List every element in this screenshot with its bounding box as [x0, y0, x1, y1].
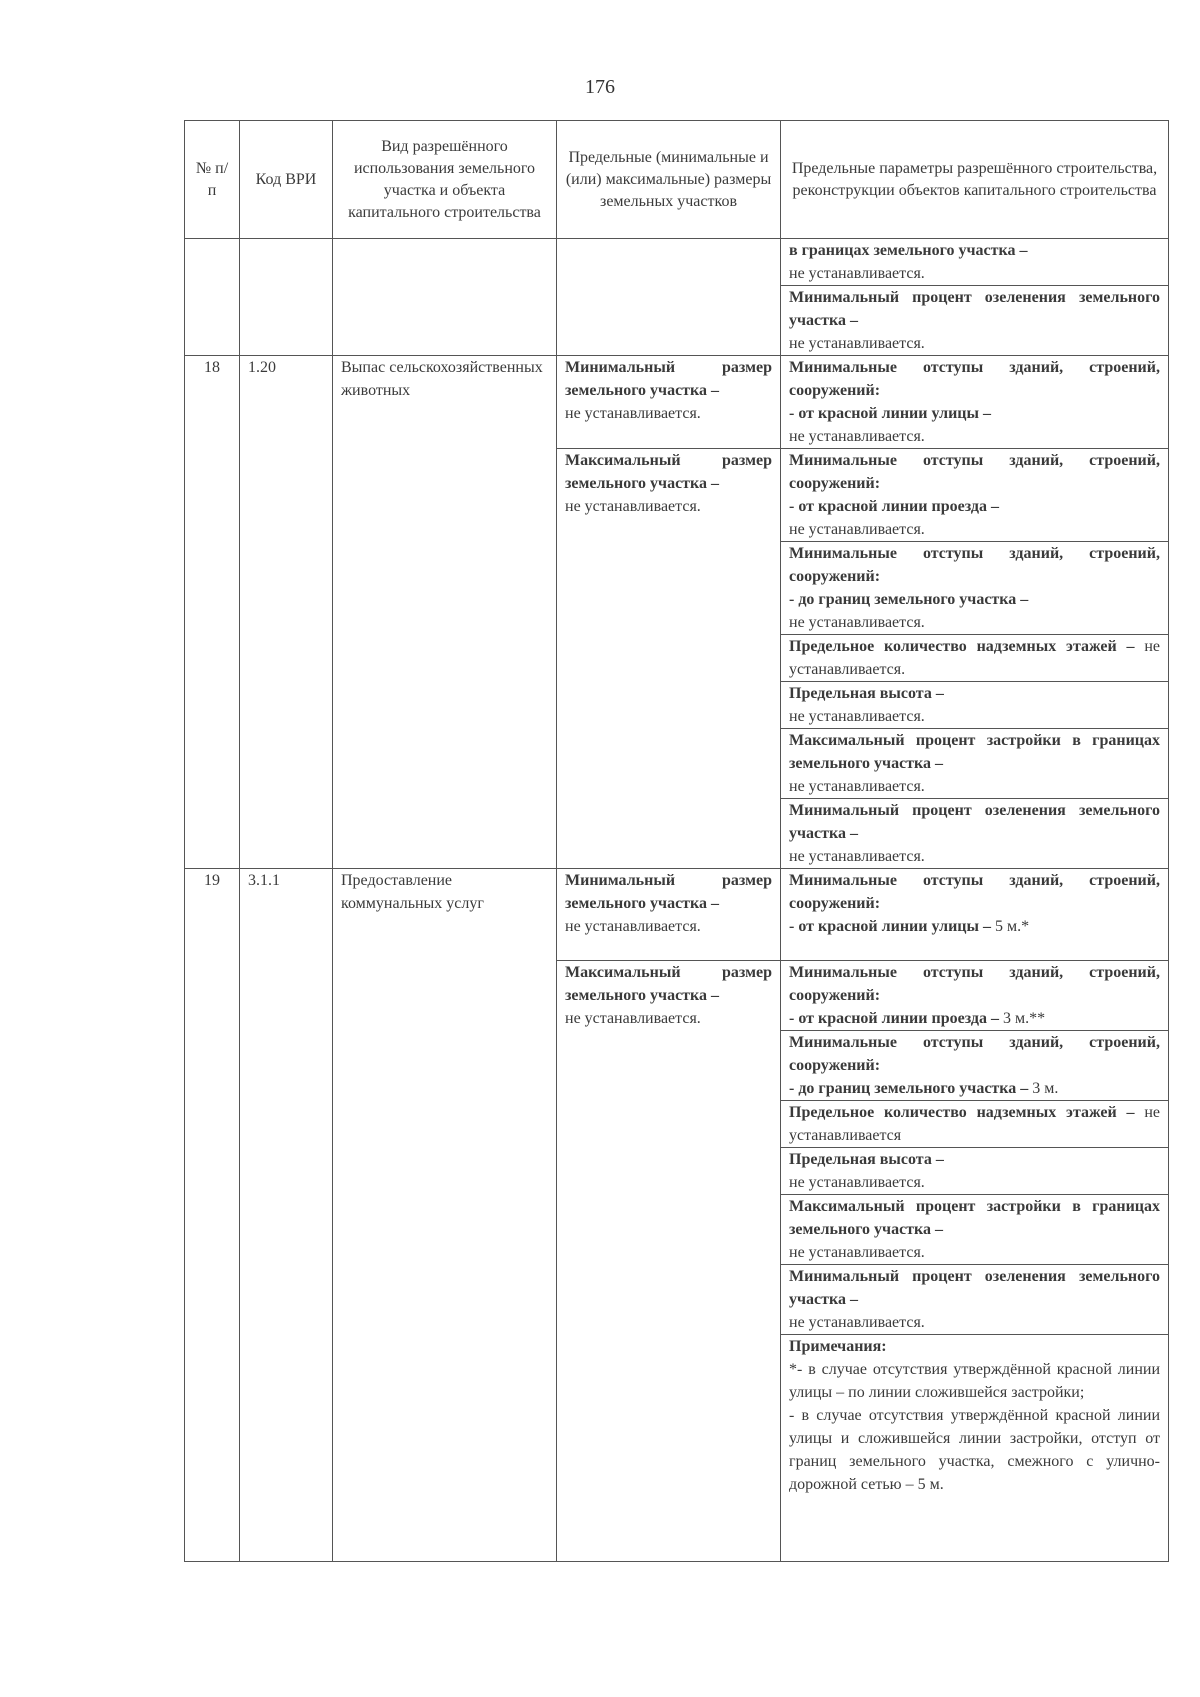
header-kind: Вид разрешённого использования земельного участка и объекта капитального строительства: [333, 121, 557, 239]
param-value: 3 м.**: [1002, 1010, 1046, 1027]
param-title: Минимальные отступы зданий, строений, сооружений:: [789, 1034, 1160, 1074]
min-size-value: не устанавливается.: [565, 405, 701, 422]
row-code: 3.1.1: [240, 869, 333, 1562]
param-cell: [781, 682, 1169, 729]
page-number: 176: [585, 76, 615, 98]
param-value: не устанавливается.: [789, 778, 925, 795]
param-value: не устанавливается.: [789, 638, 1161, 678]
param-title: Минимальные отступы зданий, строений, сооружений:: [789, 359, 1160, 399]
cont-sizes-cell: [557, 239, 781, 356]
param-subtitle: - до границ земельного участка –: [789, 591, 1029, 608]
max-size-cell: [557, 449, 781, 869]
param-title: Минимальные отступы зданий, строений, сооружений:: [789, 964, 1160, 1004]
param-title: Предельное количество надземных этажей –: [789, 1104, 1135, 1121]
header-code: Код ВРИ: [240, 121, 333, 239]
min-size-cell: [557, 356, 781, 449]
max-size-title: Максимальный размер земельного участка –: [565, 452, 772, 492]
param-value: не устанавливается.: [789, 428, 925, 445]
param-value: не устанавливается.: [789, 1244, 925, 1261]
param-cell: [781, 1101, 1169, 1148]
param-value: не устанавливается.: [789, 1314, 925, 1331]
param-cell: [781, 869, 1169, 961]
param-title: Максимальный процент застройки в границах земельного участка –: [789, 1198, 1160, 1238]
param-subtitle: - от красной линии улицы –: [789, 918, 991, 935]
min-size-title: Минимальный размер земельного участка –: [565, 359, 772, 399]
param-title: Минимальный процент озеленения земельного участка –: [789, 802, 1160, 842]
row-number: 19: [185, 869, 240, 1562]
param-cell: [781, 356, 1169, 449]
param-cell: [781, 635, 1169, 682]
param-subtitle: - от красной линии проезда –: [789, 1010, 999, 1027]
table-header-row: [185, 121, 1169, 239]
max-size-title: Максимальный размер земельного участка –: [565, 964, 772, 1004]
table-row: [185, 869, 1169, 961]
cont-code-cell: [240, 239, 333, 356]
param-value: не устанавливается: [789, 1104, 1161, 1144]
header-params: Предельные параметры разрешённого строительства, реконструкции объектов капитального строительства: [781, 121, 1169, 239]
row-kind: Выпас сельскохозяйственных животных: [333, 356, 557, 869]
cont-number-cell: [185, 239, 240, 356]
min-size-cell: [557, 869, 781, 961]
param-cell: [781, 961, 1169, 1031]
param-value: не устанавливается.: [789, 265, 925, 282]
param-cell: [781, 1031, 1169, 1101]
min-size-title: Минимальный размер земельного участка –: [565, 872, 772, 912]
param-title: в границах земельного участка –: [789, 242, 1028, 259]
param-title: Предельная высота –: [789, 685, 944, 702]
param-cell: [781, 239, 1169, 286]
header-sizes: Предельные (минимальные и (или) максимальные) размеры земельных участков: [557, 121, 781, 239]
param-value: не устанавливается.: [789, 848, 925, 865]
param-value: не устанавливается.: [789, 1174, 925, 1191]
param-cell: [781, 1265, 1169, 1335]
header-number: № п/п: [185, 121, 240, 239]
param-value: не устанавливается.: [789, 614, 925, 631]
param-cell: [781, 799, 1169, 869]
row-code: 1.20: [240, 356, 333, 869]
max-size-value: не устанавливается.: [565, 1010, 701, 1027]
max-size-cell: [557, 961, 781, 1562]
param-value: 5 м.*: [995, 918, 1030, 935]
param-title: Минимальные отступы зданий, строений, сооружений:: [789, 545, 1160, 585]
param-value: 3 м.: [1032, 1080, 1059, 1097]
notes-cell: [781, 1335, 1169, 1562]
param-subtitle: - до границ земельного участка –: [789, 1080, 1029, 1097]
row-kind: Предоставление коммунальных услуг: [333, 869, 557, 1562]
param-cell: [781, 286, 1169, 356]
param-title: Предельное количество надземных этажей –: [789, 638, 1135, 655]
param-value: не устанавливается.: [789, 521, 925, 538]
table-row: [185, 356, 1169, 449]
cont-kind-cell: [333, 239, 557, 356]
param-cell: [781, 1195, 1169, 1265]
param-value: не устанавливается.: [789, 708, 925, 725]
param-cell: [781, 1148, 1169, 1195]
param-cell: [781, 729, 1169, 799]
param-title: Минимальный процент озеленения земельного участка –: [789, 289, 1160, 329]
table-row: [185, 239, 1169, 286]
param-value: не устанавливается.: [789, 335, 925, 352]
note-street-and-building-line: - в случае отсутствия утверждённой красной линии улицы и сложившейся линии застройки, отступ от границ земельного участка, смежного с улично-дорожной сетью – 5 м.: [789, 1407, 1160, 1493]
max-size-value: не устанавливается.: [565, 498, 701, 515]
min-size-value: не устанавливается.: [565, 918, 701, 935]
param-subtitle: - от красной линии улицы –: [789, 405, 991, 422]
param-cell: [781, 542, 1169, 635]
param-title: Минимальный процент озеленения земельного участка –: [789, 1268, 1160, 1308]
row-number: 18: [185, 356, 240, 869]
param-cell: [781, 449, 1169, 542]
note-street-line: *- в случае отсутствия утверждённой красной линии улицы – по линии сложившейся застройки;: [789, 1361, 1160, 1401]
param-title: Минимальные отступы зданий, строений, сооружений:: [789, 872, 1160, 912]
param-title: Минимальные отступы зданий, строений, сооружений:: [789, 452, 1160, 492]
regulations-table: [184, 120, 1169, 1562]
param-title: Предельная высота –: [789, 1151, 944, 1168]
param-title: Максимальный процент застройки в границах земельного участка –: [789, 732, 1160, 772]
param-subtitle: - от красной линии проезда –: [789, 498, 999, 515]
notes-title: Примечания:: [789, 1338, 887, 1355]
